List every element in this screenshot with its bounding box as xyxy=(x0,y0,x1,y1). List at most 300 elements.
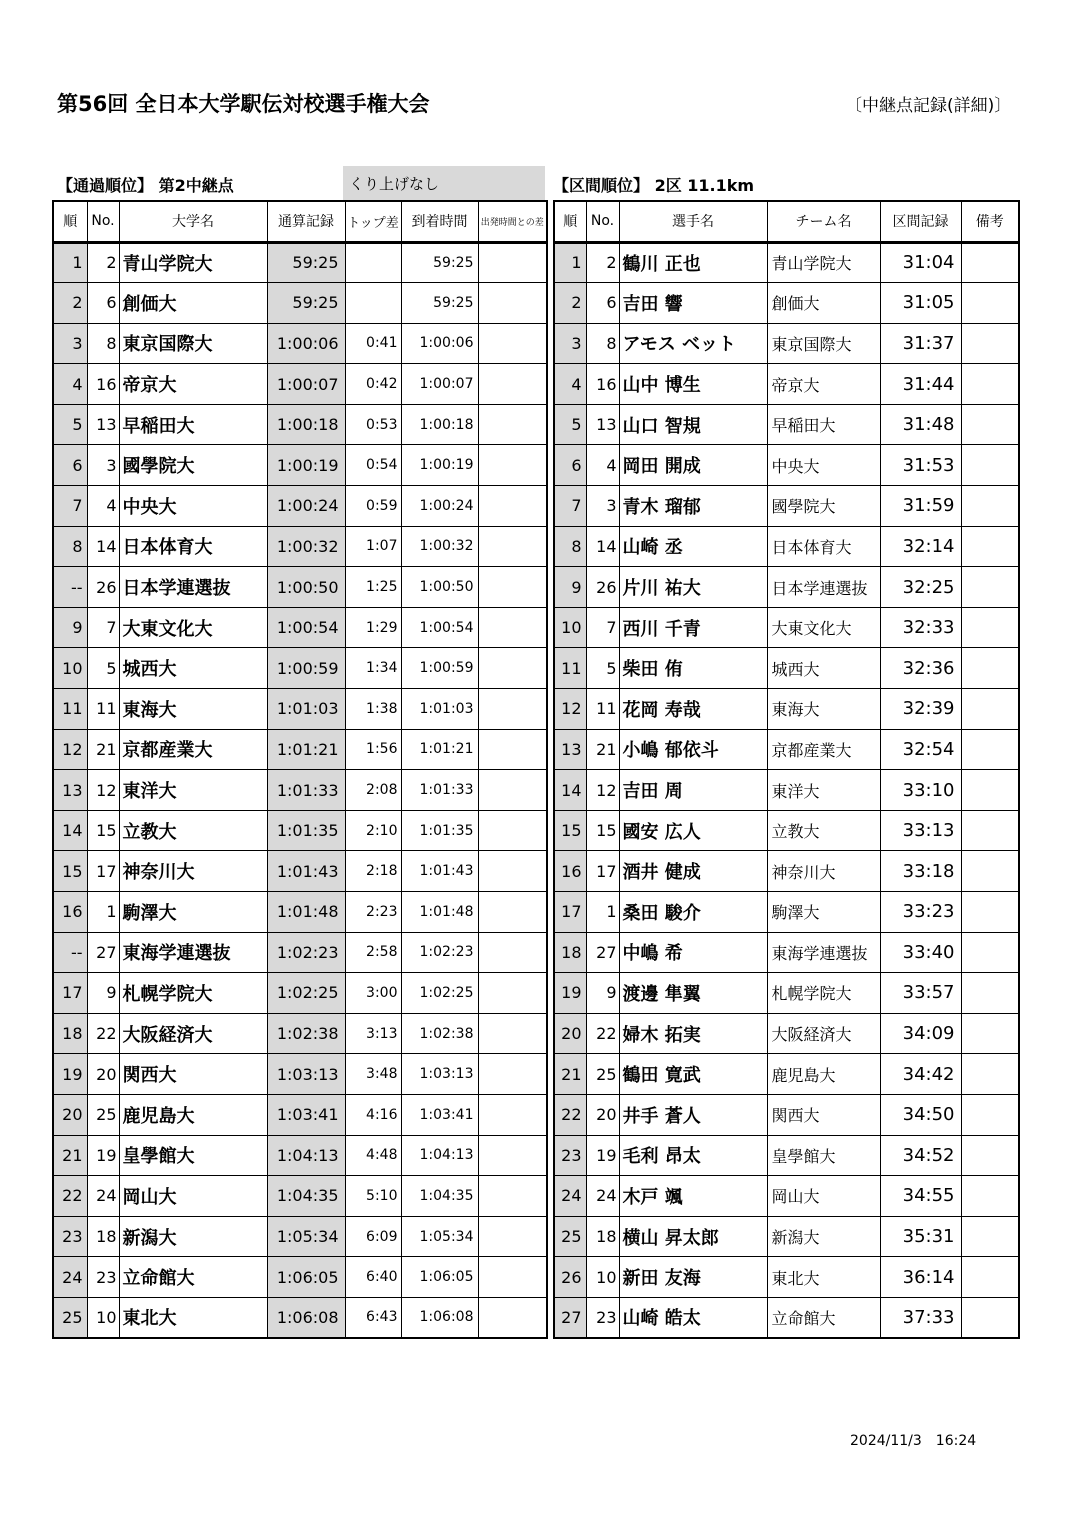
passing-rank-section-label: 【通過順位】 第2中継点 xyxy=(57,176,234,195)
top-gap-cell: 1:29 xyxy=(345,607,401,648)
notes-cell xyxy=(961,1257,1019,1298)
team-name-cell: 東海大 xyxy=(767,689,880,730)
col-header-runner: 選手名 xyxy=(619,201,767,242)
university-cell: 関西大 xyxy=(119,1054,267,1095)
arrival-time-cell: 1:02:25 xyxy=(401,973,478,1014)
team-number-cell: 7 xyxy=(586,607,619,648)
university-cell: 創価大 xyxy=(119,283,267,324)
runner-name-cell: アモス ベット xyxy=(619,323,767,364)
team-name-cell: 青山学院大 xyxy=(767,242,880,283)
table-row xyxy=(53,323,547,364)
section-record-cell: 34:55 xyxy=(880,1176,961,1217)
rank-cell: 21 xyxy=(53,1135,87,1176)
top-gap-cell: 0:41 xyxy=(345,323,401,364)
university-cell: 鹿児島大 xyxy=(119,1094,267,1135)
notes-cell xyxy=(961,1176,1019,1217)
total-time-cell: 1:00:32 xyxy=(267,526,345,567)
team-name-cell: 國學院大 xyxy=(767,486,880,527)
table-row xyxy=(554,932,1019,973)
total-time-cell: 1:00:06 xyxy=(267,323,345,364)
section-record-cell: 35:31 xyxy=(880,1216,961,1257)
section-record-cell: 31:59 xyxy=(880,486,961,527)
total-time-cell: 1:02:25 xyxy=(267,973,345,1014)
university-cell: 大阪経済大 xyxy=(119,1013,267,1054)
table-row xyxy=(53,689,547,730)
departure-diff-cell xyxy=(478,323,547,364)
rank-cell: 1 xyxy=(554,242,586,283)
departure-diff-cell xyxy=(478,973,547,1014)
rank-cell: 20 xyxy=(554,1013,586,1054)
total-time-cell: 1:01:03 xyxy=(267,689,345,730)
rank-cell: 2 xyxy=(554,283,586,324)
notes-cell xyxy=(961,445,1019,486)
runner-name-cell: 木戸 颯 xyxy=(619,1176,767,1217)
table-row xyxy=(53,932,547,973)
departure-diff-cell xyxy=(478,567,547,608)
section-rank-table xyxy=(553,200,1020,1339)
arrival-time-cell: 59:25 xyxy=(401,283,478,324)
runner-name-cell: 鶴川 正也 xyxy=(619,242,767,283)
team-name-cell: 鹿児島大 xyxy=(767,1054,880,1095)
rank-cell: 25 xyxy=(53,1297,87,1338)
table-header-row xyxy=(554,201,1019,242)
top-gap-cell: 6:43 xyxy=(345,1297,401,1338)
departure-diff-cell xyxy=(478,851,547,892)
team-number-cell: 15 xyxy=(87,810,119,851)
team-number-cell: 15 xyxy=(586,810,619,851)
table-row xyxy=(53,567,547,608)
table-row xyxy=(53,1176,547,1217)
notes-cell xyxy=(961,973,1019,1014)
team-name-cell: 東洋大 xyxy=(767,770,880,811)
top-gap-cell: 1:07 xyxy=(345,526,401,567)
col-header-departure-diff: 出発時間との差 xyxy=(478,201,547,242)
team-number-cell: 23 xyxy=(586,1297,619,1338)
rank-cell: 7 xyxy=(53,486,87,527)
team-name-cell: 立命館大 xyxy=(767,1297,880,1338)
top-gap-cell: 0:54 xyxy=(345,445,401,486)
team-name-cell: 大東文化大 xyxy=(767,607,880,648)
university-cell: 日本体育大 xyxy=(119,526,267,567)
section-record-cell: 33:10 xyxy=(880,770,961,811)
table-row xyxy=(554,1054,1019,1095)
team-number-cell: 23 xyxy=(87,1257,119,1298)
runner-name-cell: 中嶋 希 xyxy=(619,932,767,973)
departure-diff-cell xyxy=(478,1176,547,1217)
rank-cell: 11 xyxy=(554,648,586,689)
table-row xyxy=(554,323,1019,364)
university-cell: 城西大 xyxy=(119,648,267,689)
table-row xyxy=(554,526,1019,567)
top-gap-cell: 5:10 xyxy=(345,1176,401,1217)
top-gap-cell: 2:08 xyxy=(345,770,401,811)
runner-name-cell: 山崎 丞 xyxy=(619,526,767,567)
col-header-total-time: 通算記録 xyxy=(267,201,345,242)
notes-cell xyxy=(961,648,1019,689)
total-time-cell: 1:06:05 xyxy=(267,1257,345,1298)
team-name-cell: 東京国際大 xyxy=(767,323,880,364)
team-number-cell: 26 xyxy=(87,567,119,608)
col-header-number: No. xyxy=(586,201,619,242)
rank-cell: 10 xyxy=(53,648,87,689)
runner-name-cell: 吉田 響 xyxy=(619,283,767,324)
col-header-team: チーム名 xyxy=(767,201,880,242)
top-gap-cell: 3:00 xyxy=(345,973,401,1014)
arrival-time-cell: 1:01:33 xyxy=(401,770,478,811)
rank-cell: 14 xyxy=(554,770,586,811)
university-cell: 東洋大 xyxy=(119,770,267,811)
arrival-time-cell: 1:00:24 xyxy=(401,486,478,527)
team-number-cell: 1 xyxy=(87,892,119,933)
arrival-time-cell: 1:06:08 xyxy=(401,1297,478,1338)
rank-cell: 8 xyxy=(53,526,87,567)
rank-cell: 14 xyxy=(53,810,87,851)
total-time-cell: 1:00:18 xyxy=(267,404,345,445)
notes-cell xyxy=(961,1135,1019,1176)
departure-diff-cell xyxy=(478,1054,547,1095)
university-cell: 立教大 xyxy=(119,810,267,851)
rank-cell: 20 xyxy=(53,1094,87,1135)
total-time-cell: 1:06:08 xyxy=(267,1297,345,1338)
team-number-cell: 8 xyxy=(87,323,119,364)
total-time-cell: 1:00:54 xyxy=(267,607,345,648)
arrival-time-cell: 1:01:03 xyxy=(401,689,478,730)
arrival-time-cell: 1:06:05 xyxy=(401,1257,478,1298)
notes-cell xyxy=(961,1297,1019,1338)
team-number-cell: 4 xyxy=(586,445,619,486)
team-number-cell: 21 xyxy=(586,729,619,770)
col-header-notes: 備考 xyxy=(961,201,1019,242)
departure-diff-cell xyxy=(478,729,547,770)
rank-cell: -- xyxy=(53,932,87,973)
rank-cell: 4 xyxy=(554,364,586,405)
total-time-cell: 1:00:07 xyxy=(267,364,345,405)
runner-name-cell: 横山 昇太郎 xyxy=(619,1216,767,1257)
rank-cell: 27 xyxy=(554,1297,586,1338)
runner-name-cell: 渡邊 隼翼 xyxy=(619,973,767,1014)
table-row xyxy=(554,1216,1019,1257)
rank-cell: 9 xyxy=(554,567,586,608)
table-row xyxy=(53,1257,547,1298)
table-row xyxy=(554,1135,1019,1176)
notes-cell xyxy=(961,1094,1019,1135)
team-number-cell: 10 xyxy=(87,1297,119,1338)
total-time-cell: 1:01:21 xyxy=(267,729,345,770)
departure-diff-cell xyxy=(478,810,547,851)
rank-cell: 13 xyxy=(53,770,87,811)
total-time-cell: 59:25 xyxy=(267,283,345,324)
team-name-cell: 駒澤大 xyxy=(767,892,880,933)
arrival-time-cell: 1:01:35 xyxy=(401,810,478,851)
table-row xyxy=(554,689,1019,730)
table-row xyxy=(554,810,1019,851)
team-number-cell: 25 xyxy=(87,1094,119,1135)
arrival-time-cell: 59:25 xyxy=(401,242,478,283)
team-number-cell: 12 xyxy=(87,770,119,811)
university-cell: 神奈川大 xyxy=(119,851,267,892)
university-cell: 大東文化大 xyxy=(119,607,267,648)
university-cell: 駒澤大 xyxy=(119,892,267,933)
university-cell: 東海大 xyxy=(119,689,267,730)
top-gap-cell: 0:42 xyxy=(345,364,401,405)
university-cell: 中央大 xyxy=(119,486,267,527)
table-row xyxy=(53,1135,547,1176)
team-number-cell: 5 xyxy=(586,648,619,689)
top-gap-cell: 2:23 xyxy=(345,892,401,933)
arrival-time-cell: 1:01:43 xyxy=(401,851,478,892)
team-number-cell: 25 xyxy=(586,1054,619,1095)
top-gap-cell: 0:59 xyxy=(345,486,401,527)
table-row xyxy=(53,1216,547,1257)
top-gap-cell: 1:56 xyxy=(345,729,401,770)
arrival-time-cell: 1:00:19 xyxy=(401,445,478,486)
team-name-cell: 城西大 xyxy=(767,648,880,689)
team-number-cell: 27 xyxy=(87,932,119,973)
university-cell: 岡山大 xyxy=(119,1176,267,1217)
rank-cell: 15 xyxy=(53,851,87,892)
table-row xyxy=(53,242,547,283)
rank-cell: 12 xyxy=(554,689,586,730)
total-time-cell: 1:03:41 xyxy=(267,1094,345,1135)
rank-cell: 6 xyxy=(554,445,586,486)
team-number-cell: 13 xyxy=(586,404,619,445)
rank-cell: -- xyxy=(53,567,87,608)
rank-cell: 7 xyxy=(554,486,586,527)
rank-cell: 18 xyxy=(53,1013,87,1054)
table-row xyxy=(554,892,1019,933)
university-cell: 京都産業大 xyxy=(119,729,267,770)
rank-cell: 18 xyxy=(554,932,586,973)
rank-cell: 6 xyxy=(53,445,87,486)
university-cell: 東北大 xyxy=(119,1297,267,1338)
table-row xyxy=(554,404,1019,445)
rank-cell: 17 xyxy=(554,892,586,933)
total-time-cell: 1:00:59 xyxy=(267,648,345,689)
table-row xyxy=(554,1257,1019,1298)
section-record-cell: 31:48 xyxy=(880,404,961,445)
team-number-cell: 14 xyxy=(87,526,119,567)
runner-name-cell: 小嶋 郁依斗 xyxy=(619,729,767,770)
arrival-time-cell: 1:00:18 xyxy=(401,404,478,445)
total-time-cell: 1:00:24 xyxy=(267,486,345,527)
section-record-cell: 33:18 xyxy=(880,851,961,892)
team-number-cell: 4 xyxy=(87,486,119,527)
notes-cell xyxy=(961,364,1019,405)
table-row xyxy=(53,364,547,405)
departure-diff-cell xyxy=(478,404,547,445)
section-record-cell: 31:04 xyxy=(880,242,961,283)
section-record-cell: 34:50 xyxy=(880,1094,961,1135)
top-gap-cell: 4:48 xyxy=(345,1135,401,1176)
total-time-cell: 1:00:19 xyxy=(267,445,345,486)
team-number-cell: 14 xyxy=(586,526,619,567)
table-row xyxy=(554,1176,1019,1217)
team-name-cell: 日本学連選抜 xyxy=(767,567,880,608)
departure-diff-cell xyxy=(478,1257,547,1298)
university-cell: 東海学連選抜 xyxy=(119,932,267,973)
arrival-time-cell: 1:00:50 xyxy=(401,567,478,608)
team-number-cell: 1 xyxy=(586,892,619,933)
departure-diff-cell xyxy=(478,1094,547,1135)
total-time-cell: 1:04:13 xyxy=(267,1135,345,1176)
section-record-cell: 33:40 xyxy=(880,932,961,973)
university-cell: 新潟大 xyxy=(119,1216,267,1257)
section-record-cell: 31:44 xyxy=(880,364,961,405)
notes-cell xyxy=(961,851,1019,892)
team-number-cell: 12 xyxy=(586,770,619,811)
runner-name-cell: 山口 智規 xyxy=(619,404,767,445)
rank-cell: 16 xyxy=(53,892,87,933)
team-number-cell: 16 xyxy=(87,364,119,405)
section-record-cell: 32:36 xyxy=(880,648,961,689)
rank-cell: 24 xyxy=(554,1176,586,1217)
table-row xyxy=(53,1054,547,1095)
table-row xyxy=(554,242,1019,283)
arrival-time-cell: 1:03:41 xyxy=(401,1094,478,1135)
departure-diff-cell xyxy=(478,1135,547,1176)
total-time-cell: 1:02:38 xyxy=(267,1013,345,1054)
page-title: 第56回 全日本大学駅伝対校選手権大会 xyxy=(57,92,430,116)
top-gap-cell: 2:58 xyxy=(345,932,401,973)
table-row xyxy=(554,851,1019,892)
table-row xyxy=(53,486,547,527)
table-row xyxy=(554,607,1019,648)
team-number-cell: 11 xyxy=(87,689,119,730)
table-row xyxy=(53,770,547,811)
rank-cell: 13 xyxy=(554,729,586,770)
col-header-section-record: 区間記録 xyxy=(880,201,961,242)
section-record-cell: 34:09 xyxy=(880,1013,961,1054)
kuriage-status: くり上げなし xyxy=(343,166,545,200)
departure-diff-cell xyxy=(478,242,547,283)
rank-cell: 11 xyxy=(53,689,87,730)
runner-name-cell: 山中 博生 xyxy=(619,364,767,405)
runner-name-cell: 婦木 拓実 xyxy=(619,1013,767,1054)
rank-cell: 8 xyxy=(554,526,586,567)
notes-cell xyxy=(961,770,1019,811)
university-cell: 立命館大 xyxy=(119,1257,267,1298)
arrival-time-cell: 1:04:13 xyxy=(401,1135,478,1176)
notes-cell xyxy=(961,892,1019,933)
notes-cell xyxy=(961,1216,1019,1257)
rank-cell: 15 xyxy=(554,810,586,851)
col-header-number: No. xyxy=(87,201,119,242)
notes-cell xyxy=(961,810,1019,851)
rank-cell: 22 xyxy=(53,1176,87,1217)
top-gap-cell: 6:40 xyxy=(345,1257,401,1298)
team-name-cell: 大阪経済大 xyxy=(767,1013,880,1054)
university-cell: 東京国際大 xyxy=(119,323,267,364)
table-header-row xyxy=(53,201,547,242)
passing-rank-table xyxy=(52,200,548,1339)
team-number-cell: 3 xyxy=(586,486,619,527)
notes-cell xyxy=(961,242,1019,283)
table-row xyxy=(53,1297,547,1338)
notes-cell xyxy=(961,1013,1019,1054)
section-record-cell: 37:33 xyxy=(880,1297,961,1338)
top-gap-cell xyxy=(345,242,401,283)
table-row xyxy=(53,648,547,689)
top-gap-cell xyxy=(345,283,401,324)
departure-diff-cell xyxy=(478,364,547,405)
departure-diff-cell xyxy=(478,932,547,973)
document-type-label: 〔中継点記録(詳細)〕 xyxy=(845,96,1012,116)
departure-diff-cell xyxy=(478,445,547,486)
col-header-top-gap: トップ差 xyxy=(345,201,401,242)
university-cell: 國學院大 xyxy=(119,445,267,486)
team-number-cell: 18 xyxy=(586,1216,619,1257)
arrival-time-cell: 1:02:38 xyxy=(401,1013,478,1054)
team-name-cell: 東北大 xyxy=(767,1257,880,1298)
runner-name-cell: 毛利 昂太 xyxy=(619,1135,767,1176)
table-row xyxy=(53,283,547,324)
rank-cell: 10 xyxy=(554,607,586,648)
team-number-cell: 27 xyxy=(586,932,619,973)
section-rank-label: 【区間順位】 2区 11.1km xyxy=(553,176,755,195)
table-row xyxy=(53,892,547,933)
section-record-cell: 33:13 xyxy=(880,810,961,851)
team-number-cell: 26 xyxy=(586,567,619,608)
runner-name-cell: 西川 千青 xyxy=(619,607,767,648)
rank-cell: 16 xyxy=(554,851,586,892)
top-gap-cell: 6:09 xyxy=(345,1216,401,1257)
notes-cell xyxy=(961,283,1019,324)
notes-cell xyxy=(961,526,1019,567)
total-time-cell: 1:02:23 xyxy=(267,932,345,973)
notes-cell xyxy=(961,567,1019,608)
rank-cell: 21 xyxy=(554,1054,586,1095)
runner-name-cell: 鶴田 寛武 xyxy=(619,1054,767,1095)
rank-cell: 1 xyxy=(53,242,87,283)
rank-cell: 2 xyxy=(53,283,87,324)
departure-diff-cell xyxy=(478,1013,547,1054)
total-time-cell: 59:25 xyxy=(267,242,345,283)
team-name-cell: 創価大 xyxy=(767,283,880,324)
team-number-cell: 17 xyxy=(586,851,619,892)
arrival-time-cell: 1:00:54 xyxy=(401,607,478,648)
arrival-time-cell: 1:00:59 xyxy=(401,648,478,689)
rank-cell: 17 xyxy=(53,973,87,1014)
total-time-cell: 1:00:50 xyxy=(267,567,345,608)
table-row xyxy=(53,1013,547,1054)
runner-name-cell: 井手 蒼人 xyxy=(619,1094,767,1135)
rank-cell: 24 xyxy=(53,1257,87,1298)
team-number-cell: 7 xyxy=(87,607,119,648)
notes-cell xyxy=(961,1054,1019,1095)
table-row xyxy=(554,770,1019,811)
team-number-cell: 18 xyxy=(87,1216,119,1257)
team-name-cell: 東海学連選抜 xyxy=(767,932,880,973)
runner-name-cell: 新田 友海 xyxy=(619,1257,767,1298)
team-name-cell: 岡山大 xyxy=(767,1176,880,1217)
top-gap-cell: 1:34 xyxy=(345,648,401,689)
team-number-cell: 9 xyxy=(87,973,119,1014)
team-number-cell: 21 xyxy=(87,729,119,770)
table-row xyxy=(554,567,1019,608)
rank-cell: 5 xyxy=(554,404,586,445)
team-number-cell: 5 xyxy=(87,648,119,689)
section-record-cell: 33:57 xyxy=(880,973,961,1014)
top-gap-cell: 3:13 xyxy=(345,1013,401,1054)
team-number-cell: 6 xyxy=(586,283,619,324)
col-header-arrival-time: 到着時間 xyxy=(401,201,478,242)
team-name-cell: 神奈川大 xyxy=(767,851,880,892)
rank-cell: 23 xyxy=(554,1135,586,1176)
departure-diff-cell xyxy=(478,648,547,689)
departure-diff-cell xyxy=(478,1216,547,1257)
table-row xyxy=(554,648,1019,689)
top-gap-cell: 0:53 xyxy=(345,404,401,445)
